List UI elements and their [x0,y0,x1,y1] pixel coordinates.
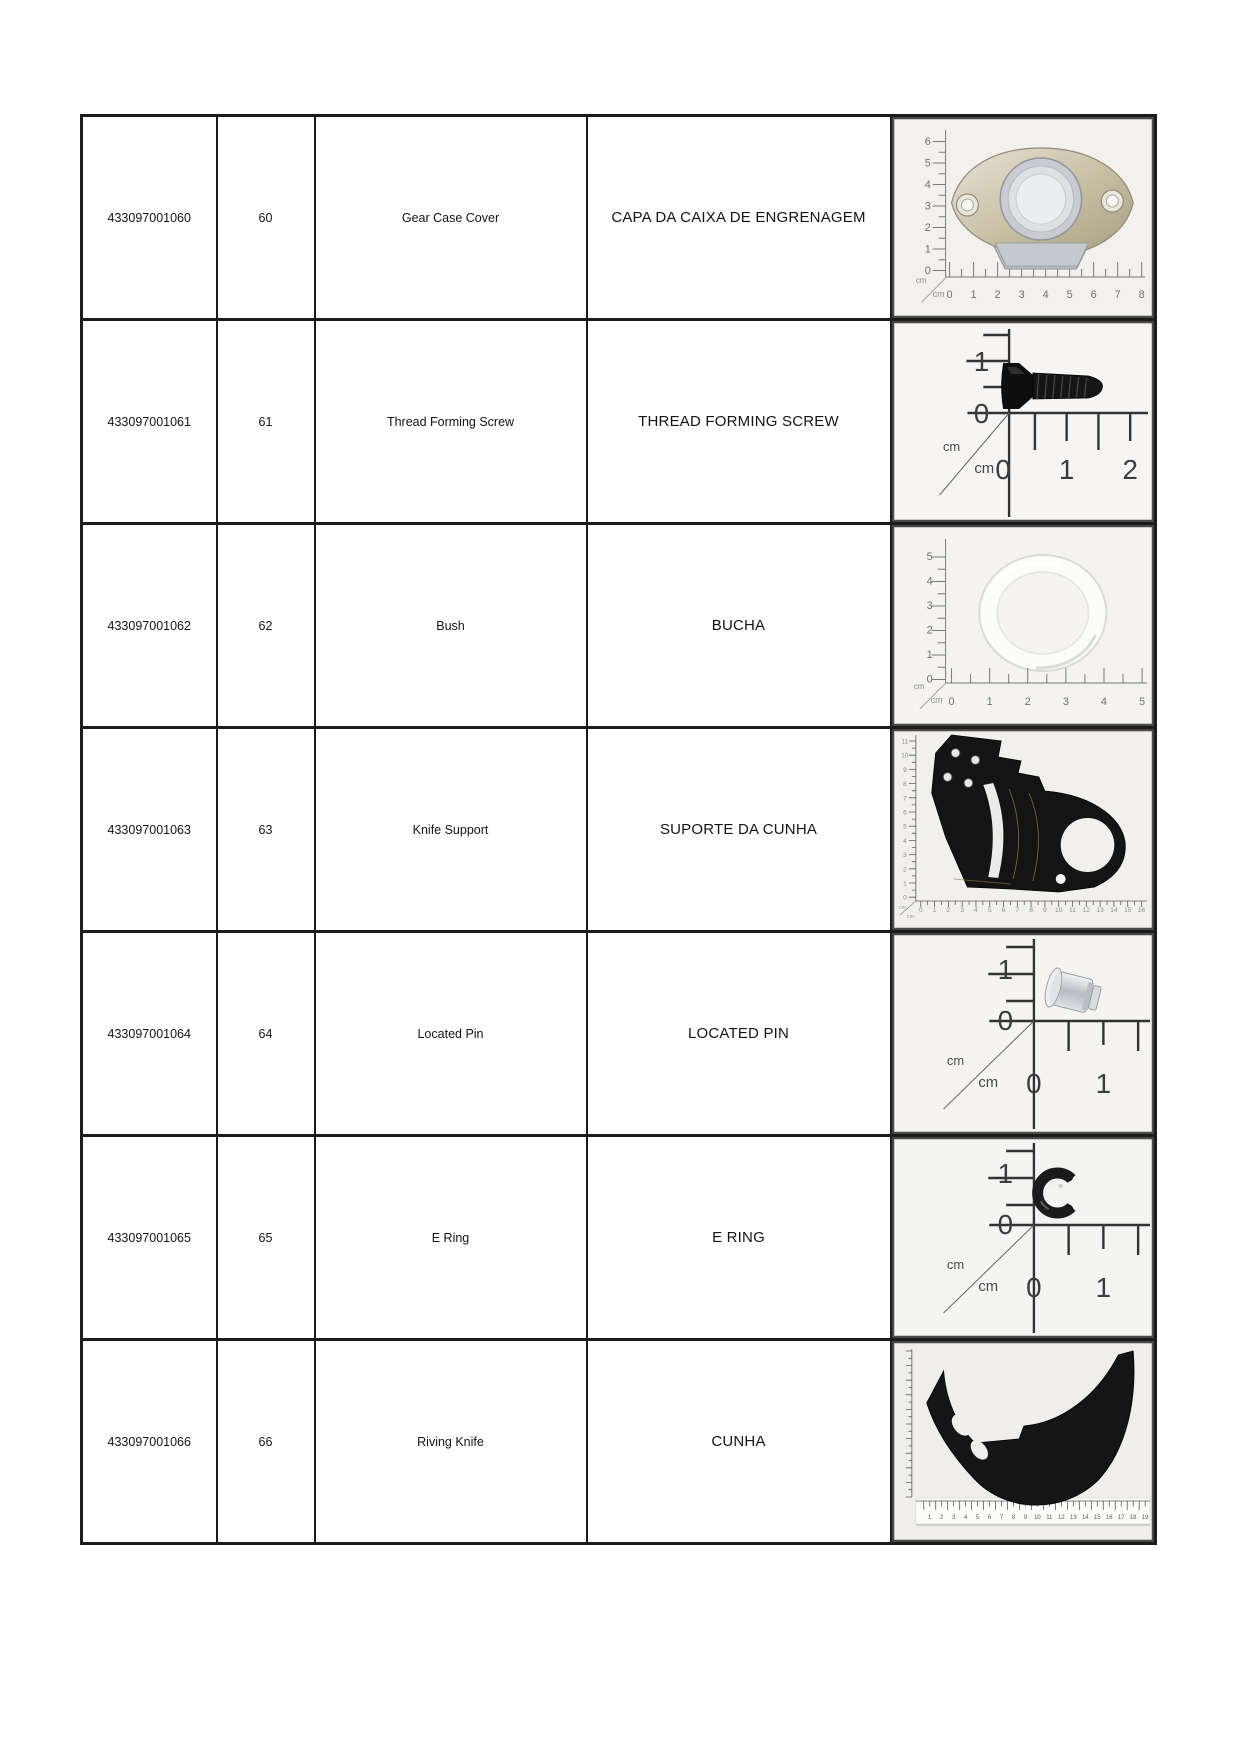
ruler-number: 10 [1054,906,1062,915]
ruler-number: 1 [973,345,989,378]
part-name-pt: SUPORTE DA CUNHA [587,728,891,932]
part-name-en: Bush [315,524,587,728]
part-name-pt: THREAD FORMING SCREW [587,320,891,524]
item-number: 63 [217,728,315,932]
ruler-number: 2 [994,288,1001,302]
ruler-number: 0 [924,264,931,278]
ruler-number: 1 [1095,1067,1111,1100]
table-row [82,116,1156,320]
ruler-number: 0 [1025,1271,1042,1304]
ruler-number: 4 [924,178,931,192]
ruler-unit-label: cm [946,1052,964,1069]
ruler-number: 5 [987,906,992,915]
ruler-unit-label: cm [906,913,914,921]
part-number: 433097001063 [82,728,217,932]
ruler-number: 2 [939,1514,943,1522]
ruler-number: 1 [997,953,1013,986]
part-name-en: E Ring [315,1136,587,1340]
ruler-number: 1 [902,880,907,888]
ruler-number: 1 [1058,453,1074,486]
part-number: 433097001060 [82,116,217,320]
part-name-en: Riving Knife [315,1340,587,1544]
ruler-number: 8 [1028,906,1033,915]
ruler-number: 1 [932,906,936,915]
ruler-number: 14 [1081,1514,1089,1522]
part-name-pt: LOCATED PIN [587,932,891,1136]
part-name-pt: E RING [587,1136,891,1340]
ruler-number: 7 [1015,906,1019,915]
ruler-number: 6 [924,135,931,149]
item-number: 65 [217,1136,315,1340]
table-row [82,524,1156,728]
ruler-number: 3 [902,852,907,860]
ruler-unit-label: cm [977,1073,998,1092]
ruler-number: 0 [918,906,923,915]
part-name-en: Knife Support [315,728,587,932]
ruler-number: 4 [1100,695,1107,709]
ruler-number: 0 [926,673,933,686]
part-number: 433097001066 [82,1340,217,1544]
ruler-number: 15 [1123,906,1131,915]
ruler-unit-label: cm [915,275,926,286]
ruler-number: 0 [1025,1067,1042,1100]
item-number: 61 [217,320,315,524]
ruler-number: 8 [902,781,907,789]
ruler-number: 11 [901,738,908,746]
part-photo-cell [891,320,1156,524]
ruler-unit-label: cm [932,288,945,300]
ruler-number: 3 [1018,288,1025,302]
item-number: 62 [217,524,315,728]
ruler-number: 8 [1011,1514,1015,1522]
part-name-en: Gear Case Cover [315,116,587,320]
ruler-number: 4 [1042,288,1049,302]
part-number: 433097001062 [82,524,217,728]
gear-case-cover-photo [892,117,1154,318]
ruler-number: 9 [1023,1514,1027,1522]
ruler-number: 6 [1090,288,1097,302]
ruler-number: 1 [924,243,931,256]
part-photo-cell [891,524,1156,728]
ruler-number: 1 [926,648,933,662]
ruler-number: 6 [987,1514,991,1522]
item-number: 64 [217,932,315,1136]
riving-knife-photo [892,1341,1154,1542]
bush-photo [892,525,1154,726]
part-photo-cell [891,932,1156,1136]
ruler-unit-label: cm [913,681,924,692]
ruler-number: 1 [970,288,977,302]
ruler-number: 14 [1109,906,1117,915]
ruler-number: 2 [902,866,907,874]
part-name-pt: BUCHA [587,524,891,728]
ruler-number: 10 [900,752,908,760]
ruler-number: 11 [1068,906,1076,915]
ruler-unit-label: cm [946,1256,964,1273]
ruler-unit-label: cm [977,1277,998,1296]
knife-support-photo [892,729,1154,930]
table-row [82,728,1156,932]
parts-table [80,114,1157,1545]
part-number: 433097001061 [82,320,217,524]
ruler-number: 5 [1066,288,1073,302]
part-number: 433097001064 [82,932,217,1136]
ruler-number: 9 [902,766,907,774]
ruler-number: 3 [926,599,933,613]
part-photo-cell [891,1340,1156,1544]
ruler-number: 18 [1129,1514,1136,1522]
ruler-number: 10 [1033,1514,1041,1522]
ruler-number: 5 [926,550,933,564]
ruler-number: 4 [926,575,933,588]
table-row [82,320,1156,524]
ruler-number: 19 [1141,1514,1148,1522]
located-pin-photo [892,933,1154,1134]
ruler-number: 2 [946,906,950,915]
ruler-number: 16 [1137,906,1145,915]
ruler-number: 5 [975,1514,979,1522]
item-number: 66 [217,1340,315,1544]
ruler-number: 0 [902,894,907,902]
ruler-number: 3 [924,200,931,213]
ruler-number: 0 [973,397,989,430]
part-name-en: Thread Forming Screw [315,320,587,524]
part-name-en: Located Pin [315,932,587,1136]
ruler-number: 9 [1042,906,1047,915]
ruler-number: 2 [926,624,933,637]
ruler-number: 0 [997,1004,1013,1037]
part-name-pt: CAPA DA CAIXA DE ENGRENAGEM [587,116,891,320]
ruler-number: 13 [1069,1514,1077,1522]
ruler-number: 8 [1138,288,1145,302]
table-row [82,1136,1156,1340]
ruler-number: 3 [951,1514,955,1522]
ruler-number: 2 [1024,695,1031,709]
ruler-unit-label: cm [973,459,994,478]
ruler-number: 2 [924,221,931,235]
ruler-number: 5 [902,823,907,831]
part-photo-cell [891,728,1156,932]
ruler-number: 3 [959,906,964,915]
ruler-number: 1 [997,1157,1013,1190]
ruler-number: 7 [999,1514,1003,1522]
bush-part [979,555,1106,671]
ruler-unit-label: cm [898,904,906,912]
ruler-number: 4 [973,906,978,915]
part-photo-cell [891,1136,1156,1340]
ruler-number: 1 [1095,1271,1111,1304]
ruler-number: 3 [1062,695,1069,709]
ruler-number: 12 [1057,1514,1065,1522]
part-number: 433097001065 [82,1136,217,1340]
ruler-number: 16 [1105,1514,1113,1522]
ruler-number: 7 [1114,288,1121,302]
part-name-pt: CUNHA [587,1340,891,1544]
table-row [82,932,1156,1136]
ruler-number: 1 [986,695,993,709]
ruler-number: 12 [1082,906,1090,915]
ruler-unit-label: cm [930,694,943,706]
ruler-unit-label: cm [942,438,960,455]
ruler-number: 4 [902,837,907,845]
ruler-number: 4 [963,1514,967,1522]
ruler-number: 7 [902,795,907,803]
ruler-number: 2 [1121,453,1138,486]
e-ring-photo [892,1137,1154,1338]
ruler-number: 6 [902,809,907,817]
ruler-number: 6 [1001,906,1005,915]
ruler-number: 11 [1045,1514,1052,1522]
ruler-number: 13 [1096,906,1104,915]
thread-forming-screw-photo [892,321,1154,522]
part-photo-cell [891,116,1156,320]
table-row [82,1340,1156,1544]
ruler-number: 1 [927,1514,931,1522]
ruler-number: 17 [1117,1514,1125,1522]
ruler-number: 0 [948,695,955,709]
ruler-number: 5 [1138,695,1145,709]
ruler-number: 0 [997,1208,1013,1241]
ruler-number: 5 [924,157,931,170]
ruler-number: 15 [1093,1514,1101,1522]
item-number: 60 [217,116,315,320]
ruler-number: 0 [994,453,1011,486]
ruler-number: 0 [946,288,953,302]
